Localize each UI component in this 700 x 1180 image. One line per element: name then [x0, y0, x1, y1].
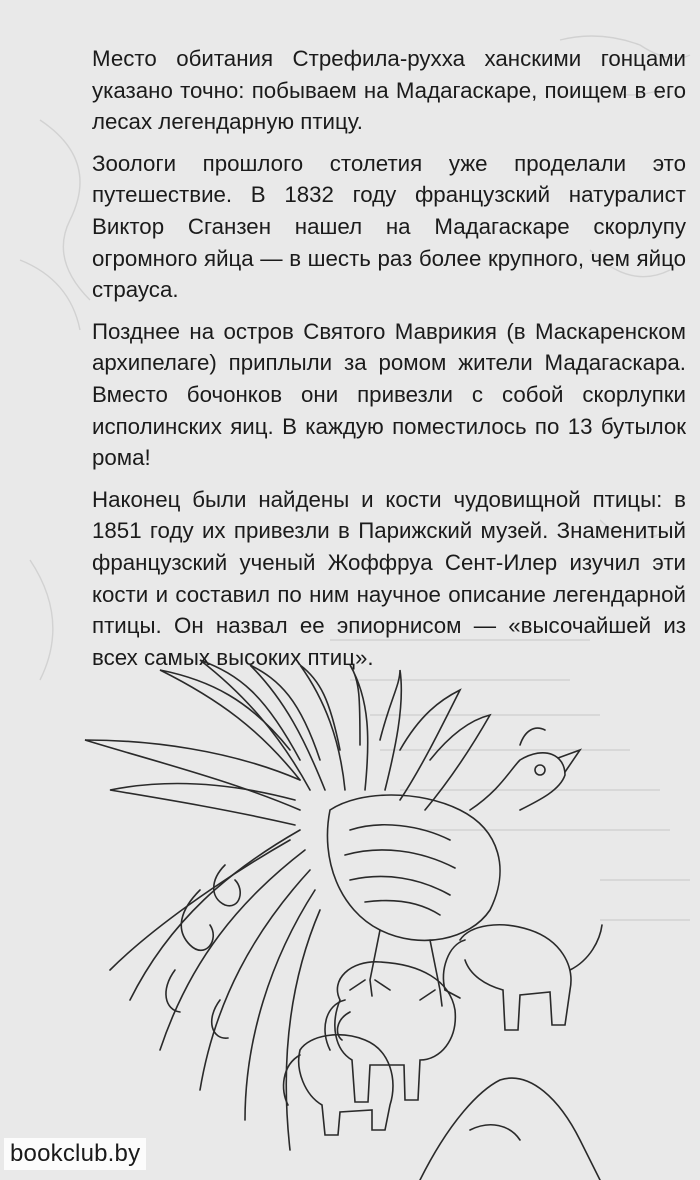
paragraph-3: Позднее на остров Святого Маврикия (в Маскаренском архипелаге) приплыли за ромом жители Мадагаскара. Вместо бочонков они привезли с собой скорлупки исполинских яиц. В каждую поместилось по 13 бутылок рома!: [92, 318, 686, 471]
roc-bird-carrying-elephants-illustration: [0, 640, 700, 1180]
paragraph-4: Наконец были найдены и кости чудовищной птицы: в 1851 году их привезли в Парижский музей. Знаменитый французский ученый Жоффруа Сент-Илер изучил эти кости и составил по ним научное описание легендарной птицы. Он назвал ее эпиорнисом — «высочайшей из всех самых высоких птиц».: [92, 486, 686, 670]
paragraph-1: Место обитания Стрефила-рухха ханскими гонцами указано точно: побываем на Мадагаскаре, поищем в его лесах легендарную птицу.: [92, 46, 686, 135]
body-text: [92, 43, 686, 683]
watermark: bookclub.by: [4, 1138, 146, 1170]
paragraph-2: Зоологи прошлого столетия уже проделали это путешествие. В 1832 году французский натуралист Виктор Сганзен нашел на Мадагаскаре скорлупу огромного яйца — в шесть раз более крупного, чем яйцо страуса.: [92, 150, 686, 303]
